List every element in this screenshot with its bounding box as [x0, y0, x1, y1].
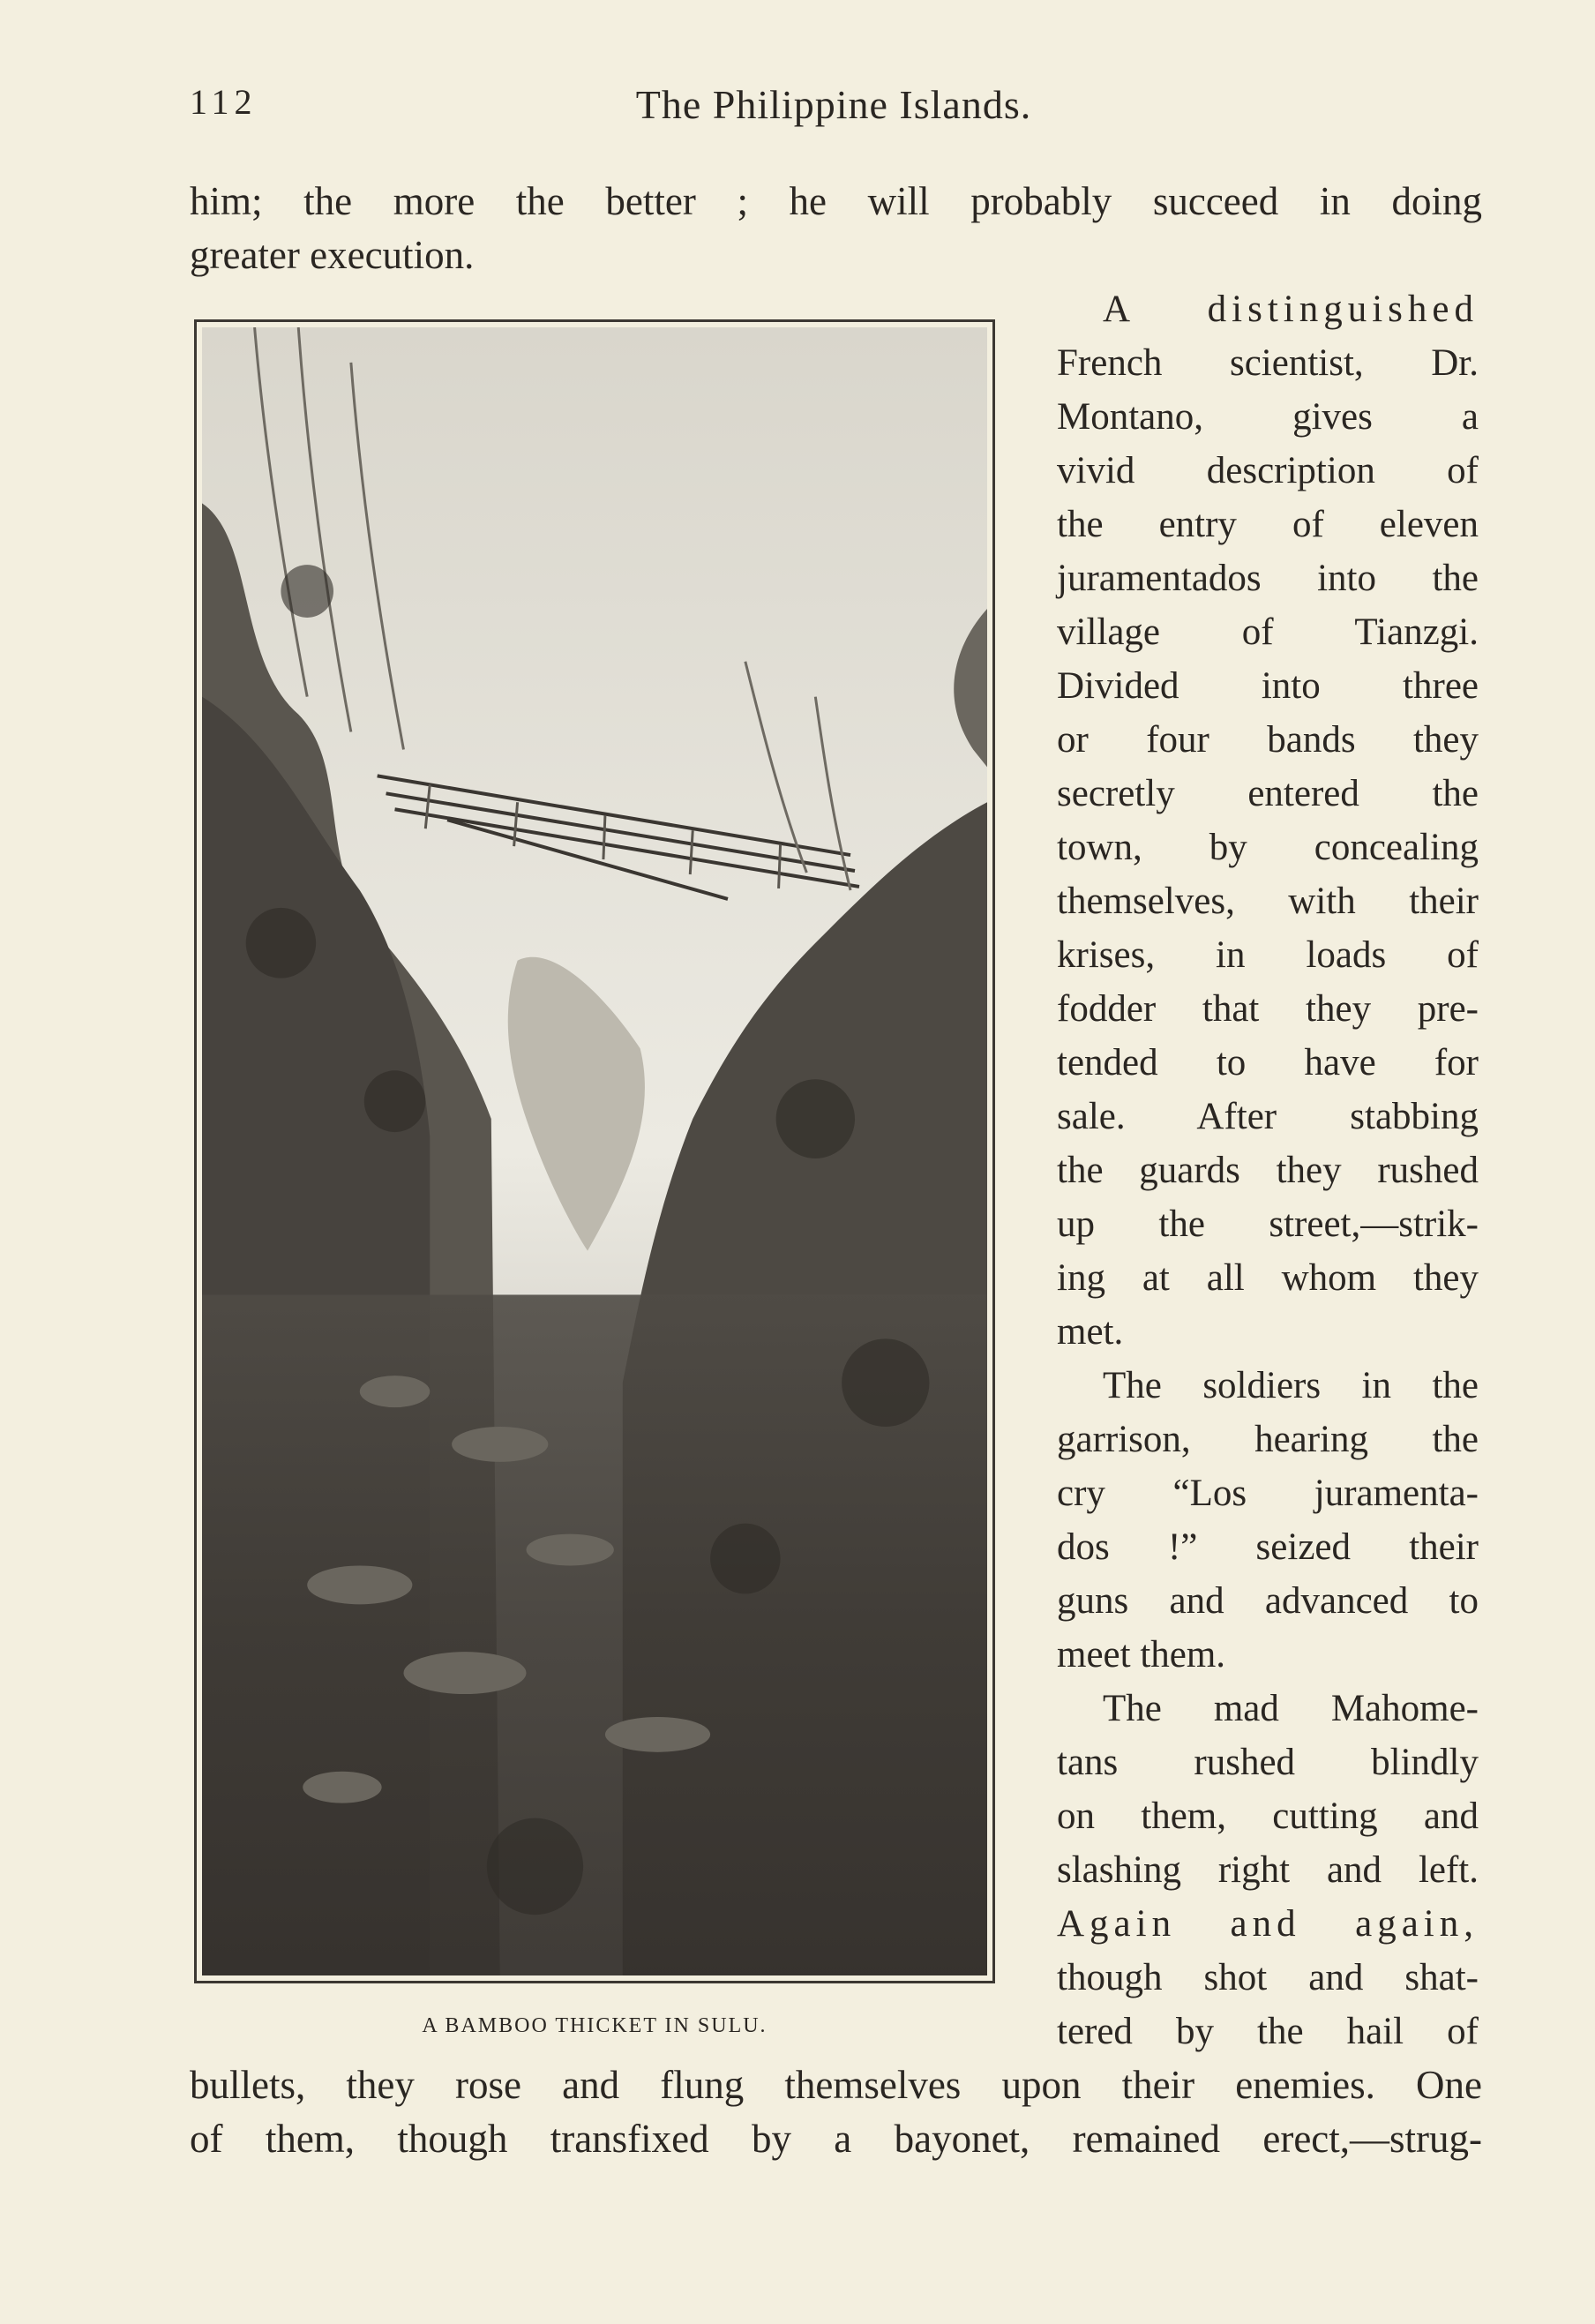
column-line: fodder that they pre-	[1057, 988, 1479, 1030]
column-line: French scientist, Dr.	[1057, 342, 1479, 384]
running-title: The Philippine Islands.	[635, 82, 1032, 127]
column-line: cry “Los juramenta-	[1057, 1473, 1479, 1514]
bamboo-thicket-photo	[202, 327, 987, 1975]
photo-plate	[194, 319, 995, 1983]
column-line: Montano, gives a	[1057, 396, 1479, 438]
figure-caption: A BAMBOO THICKET IN SULU.	[422, 2014, 768, 2037]
column-line: tended to have for	[1057, 1042, 1479, 1083]
column-line: A distinguished	[1103, 289, 1479, 330]
column-line: juramentados into the	[1057, 558, 1479, 599]
body-line: bullets, they rose and flung themselves upon their enemies. One	[190, 2063, 1482, 2107]
column-line: themselves, with their	[1057, 881, 1479, 922]
column-line: though shot and shat-	[1057, 1957, 1479, 1998]
column-line: Divided into three	[1057, 665, 1479, 707]
column-line: The mad Mahome-	[1103, 1688, 1479, 1729]
column-line: sale. After stabbing	[1057, 1096, 1479, 1137]
column-line: or four bands they	[1057, 719, 1479, 761]
running-head	[190, 81, 1478, 143]
column-line: Again and again,	[1057, 1903, 1479, 1945]
column-line: dos !” seized their	[1057, 1526, 1479, 1568]
column-line: secretly entered the	[1057, 773, 1479, 814]
body-line: him; the more the better ; he will probably succeed in doing	[190, 179, 1482, 223]
column-line: garrison, hearing the	[1057, 1419, 1479, 1460]
column-line: met.	[1057, 1311, 1124, 1353]
column-line: vivid description of	[1057, 450, 1479, 491]
body-line: greater execution.	[190, 233, 475, 277]
column-line: slashing right and left.	[1057, 1849, 1479, 1891]
body-line: of them, though transfixed by a bayonet, remained erect,—strug-	[190, 2117, 1482, 2161]
column-line: ing at all whom they	[1057, 1257, 1479, 1299]
column-line: the guards they rushed	[1057, 1150, 1479, 1191]
column-line: the entry of eleven	[1057, 504, 1479, 545]
column-line: up the street,—strik-	[1057, 1203, 1479, 1245]
column-line: village of Tianzgi.	[1057, 611, 1479, 653]
column-line: tered by the hail of	[1057, 2011, 1479, 2052]
page-number: 112	[190, 82, 258, 122]
column-line: The soldiers in the	[1103, 1365, 1479, 1406]
column-line: tans rushed blindly	[1057, 1742, 1479, 1783]
column-line: town, by concealing	[1057, 827, 1479, 868]
column-line: krises, in loads of	[1057, 934, 1479, 976]
column-line: guns and advanced to	[1057, 1580, 1479, 1622]
column-line: meet them.	[1057, 1634, 1226, 1676]
column-line: on them, cutting and	[1057, 1795, 1479, 1837]
